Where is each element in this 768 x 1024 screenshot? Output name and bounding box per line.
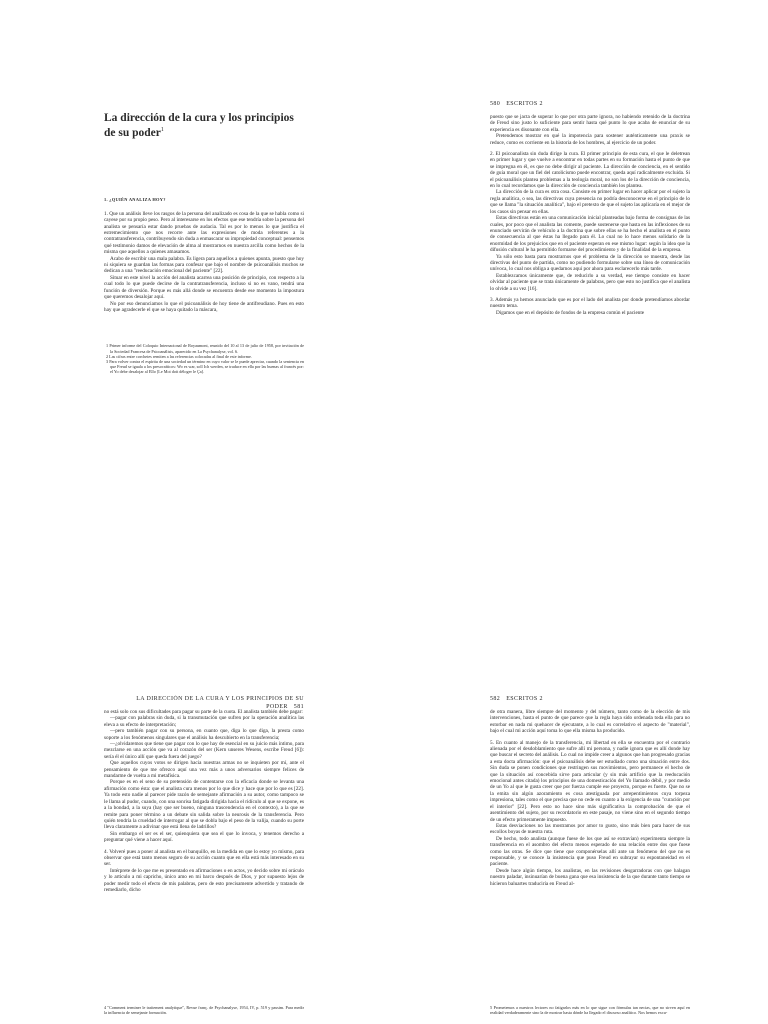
footnote: 2 Las cifras entre corchetes remiten a las referencias colocadas al final de este informe.	[106, 353, 252, 359]
page-number: 581	[293, 704, 304, 710]
page-1-body	[104, 211, 304, 314]
paragraph: 1. Que un análisis lleve los rasgos de la persona del analizado es cosa de la que se habla como si cayese por su propio peso. Pero al interesarse en los efectos que ese tendría sobre la persona del analista se pensaría estar dando pruebas de audacia. Tal es por lo menos lo que justifica el estremecimiento que nos recorre ante las expresiones de moda referentes a la contratransferencia, contribuyendo sin duda a enmascarar su impropiedad conceptual: pensemos qué testimonio damos de elevación de alma al mostrarnos en nuestra arcilla como hechos de la misma que aquellos a quienes amasamos.	[104, 210, 304, 256]
paragraph: Que aquellos cuyos votos se dirigen hacia nuestras armas no se inquieten por mí, ante el pensamiento de que me ofrezco aquí una vez más a unos adversarios siempre felices de mandarme de vuelta a mi metafísica.	[104, 760, 304, 780]
paragraph: Porque es en el seno de su pretensión de contentarse con la eficacia donde se levanta una afirmación como ésta: que el analista cura menos por lo que dice y hace que por lo que es [22]. Ya todo esto nadie al parecer pide razón de semejante afirmación a su autor, como tampoco se le llama al pudor, cuando, con una sonrisa fatigada dirigida hacia el ridículo al que se expone, es a la bondad, a la suya (hay que ser bueno, ninguna trascendencia en el contexto), a la que se remite para poner término a un debate sin salida sobre la neurosis de la transferencia. Pero quién tendría la crueldad de interrogar al que se dobla bajo el peso de la valija, cuando su porte lleva claramente a adivinar que está llena de ladrillos?	[104, 779, 304, 831]
running-header	[490, 100, 690, 114]
paragraph: La dirección de la cura es otra cosa. Consiste en primer lugar en hacer aplicar por el sujeto la regla analítica, o sea, las directivas cuya presencia no podría desconocerse en el principio de lo que se llama "la situación analítica", bajo el pretexto de que el sujeto las aplicaría en el mejor de los casos sin pensar en ellas.	[490, 189, 690, 215]
page-number: 582	[490, 696, 501, 702]
footnote: 4 "Comment terminer le traitement analytique", Revue franç. de Psychanalyse, 1954, IV, p. 519 y passim. Para medir la influencia de semejante formación.	[104, 1004, 304, 1015]
footnote: 1 Primer informe del Coloquio Internacional de Royaumont, reunido del 10 al 13 de julio de 1958, por invitación de la Sociedad Francesa de Psicoanálisis, aparecido en La Psychanalyse, vol. 6.	[106, 343, 304, 354]
title-note-marker: 1	[160, 127, 164, 133]
running-header	[104, 695, 304, 709]
paragraph: Establezcamos únicamente que, de reducirlo a su verdad, ese tiempo consiste en hacer olvidar al paciente que se trata únicamente de palabras, pero que esto no justifica que el analista lo olvide a su vez [16].	[490, 272, 690, 292]
paragraph: Situar en este nivel la acción del analista acarrea una posición de principio, con respecto a la cual todo lo que puede decirse de la contratransferencia, incluso si no es vano, tendrá una función de diversión. Porque es más allá donde se encuentra desde ese momento la impostura que queremos desalojar aquí.	[104, 274, 304, 301]
footnotes	[104, 343, 304, 374]
running-title: ESCRITOS 2	[506, 696, 543, 702]
page-number: 580	[490, 101, 501, 107]
paragraph: —pagar con palabras sin duda, si la transmutación que sufren por la operación analítica las eleva a su efecto de interpretación;	[104, 715, 304, 728]
paragraph: Estas desviaciones no las mostramos por amor to gusto, sino más bien para hacer de sus escollos boyas de nuestra ruta.	[490, 822, 690, 836]
paragraph: No por eso denunciamos lo que el psicoanálisis de hoy tiene de antifreudiano. Pues en esto hay que agradecerle el que se haya quitado la máscara,	[104, 300, 304, 313]
footnotes	[490, 1005, 690, 1015]
paragraph: 3. Además ya hemos anunciado que es por el lado del analista por donde pretendíamos abordar nuestro tema.	[490, 296, 690, 310]
paragraph: Desde hace algún tiempo, los analistas, en las revisiones desgarradoras con que halagan nuestro paladar, insinuarían de buena gana que esa insistencia de la que durante tanto tiempo se hicieron baluartes traduciría en Freud al-	[490, 867, 690, 887]
page-3-body	[104, 709, 304, 893]
paragraph: Digamos que en el depósito de fondos de la empresa común el paciente	[496, 309, 645, 316]
paragraph: puesto que se jacta de superar lo que por otra parte ignora, no habiendo retenido de la doctrina de Freud sino justo lo suficiente para sentir hasta qué punto lo que acaba de enunciar de su experiencia es disonante con ella.	[490, 114, 690, 133]
paragraph: —pero también pagar con su persona, en cuanto que, diga lo que diga, la presta como soporte a los fenómenos singulares que el análisis ha descubierto en la transferencia;	[104, 728, 304, 741]
page-2	[490, 100, 690, 500]
page-3	[104, 695, 304, 1015]
paragraph: Intérprete de lo que me es presentado en afirmaciones o en actos, yo decido sobre mi oráculo y lo articulo a mi capricho, único amo en mi barco después de Dios, y por supuesto lejos de poder medir todo el efecto de mis palabras, pero de esto precisamente advertido y tratando de remediarlo, dicho	[104, 867, 304, 893]
paragraph: 4. Volveré pues a poner al analista en el banquillo, en la medida en que lo estoy yo mismo, para observar que está tanto menos seguro de su acción cuanto que en ella está más interesado en su ser.	[104, 848, 304, 868]
footnotes	[104, 1005, 304, 1015]
page-4-body	[490, 709, 690, 887]
paragraph: Ya sólo esto basta para mostrarnos que el problema de la dirección se muestra, desde las directivas del punto de partida, como no pudiendo formularse sobre una línea de comunicación unívoca, lo cual nos obliga a quedarnos aquí por ahora para esclarecerlo más tarde.	[490, 253, 690, 273]
paragraph: Acabo de escribir una mala palabra. Es ligera para aquellos a quienes apunta, puesto que hoy ni siquiera se guardan las formas para confesar que bajo el nombre de psicoanálisis muchos se dedican a una "reeducación emocional del paciente" [22].	[104, 255, 304, 275]
paragraph: De hecho, todo analista (aunque fuese de los que así se extravían) experimenta siempre la transferencia en el asombro del efecto menos esperado de una relación entre dos que fuese como las otras. Se dice que tiene que componérselas allí ante un fenómeno del que no es responsable, y se conoce la insistencia que puso Freud en subrayar su espontaneidad en el paciente.	[490, 835, 690, 868]
page-4	[490, 695, 690, 1015]
paragraph: 5. En cuanto al manejo de la transferencia, mi libertad en ella se encuentra por el contrario alienada por el desdoblamiento que sufre allí mi persona, y nadie ignora que es allí donde hay que buscar el secreto del análisis. Lo cual no impide creer a algunos que han progresado gracias a esta docta afirmación: que el psicoanálisis debe ser estudiado como una situación entre dos. Sin duda se ponen condiciones que restringen sus movimientos, pero permanece el hecho de que la situación así concebida sirve para articular (y sin más artificio que la reeducación emocional antes citada) los principios de una domesticación del Yo llamado débil, y por medio de un Yo al que le gusta creer que por fuerza cumple ese proyecto, porque es fuerte. Que no se la emita sin algún azoramiento es cosa atestiguada por arrepentimientos cuya torpeza impresiona, tales como el que precisa que no cede en cuanto a la exigencia de una "curación por el interior" [22]. Pero esto no hace sino más significativa la comprobación de que el asentimiento del sujeto, por su recordatorio en este pasaje, no viene sino en el segundo tiempo de un efecto primeramente impuesto.	[490, 739, 690, 823]
page-2-body	[490, 114, 690, 316]
paragraph: —¿olvidaremos que tiene que pagar con lo que hay de esencial en su juicio más íntimo, para mezclarse en una acción que va al corazón del ser (Kern unseres Wesens, escribe Freud [6]): sería él el único allí que queda fuera del juego?	[104, 741, 304, 760]
paragraph: de otra manera, libre siempre del momento y del número, tanto como de la elección de mis intervenciones, hasta el punto de que parece que la regla haya sido ordenada toda ella para no estorbar en nada mi quehacer de ejecutante, a lo cual es correlativo el aspecto de "material", bajo el cual mi acción aquí toma lo que ella misma ha producido.	[490, 709, 690, 735]
paragraph: no está solo con sus dificultades para pagar su parte de la cuota. El analista también debe pagar:	[104, 709, 303, 715]
running-title: ESCRITOS 2	[506, 101, 543, 107]
paragraph: Estas directivas están en una comunicación inicial planteadas bajo forma de consignas de las cuales, por poco que el analista las comente, puede sostenerse que hasta en las inflexiones de su enunciado servirán de vehículo a la doctrina que sobre ellas se ha hecho el analista en el punto de consecuencia al que éstas ha llegado para él. Lo cual no lo hace menos solidario de la enormidad de los prejuicios que en el paciente esperan en ese mismo lugar: según la idea que la difusión cultural le ha permitido formarse del procedimiento y de la finalidad de la empresa.	[490, 215, 690, 254]
section-heading: 1. ¿QUIÉN ANALIZA HOY?	[104, 196, 166, 202]
paragraph: Sin embargo el ser es el ser, quienquiera que sea el que lo invoca, y tenemos derecho a preguntar qué viene a hacer aquí.	[104, 830, 304, 844]
footnote: 3 Para volver contra el espíritu de una sociedad un término en cuyo valor se le puede apreciar, cuando la sentencia en que Freud se iguala a los presocráticos: Wo es war, soll Ich werden, se traduce en ella por las buenas al francés por: el Yo debe desalojar al Ello [Le Moi doit déloger le Ça].	[106, 358, 304, 375]
chapter-title-text: La dirección de la cura y los principios de su poder	[104, 112, 294, 139]
running-header	[490, 695, 690, 709]
footnote: 5 Prometemos a nuestros lectores no fatigarlos más en lo que sigue con fórmulas tan necias, que no sirven aquí en realidad verdaderamente sino la de mostrar hasta dónde ha llegado el discurso analítico. Nos hemos excu-	[490, 1004, 690, 1015]
paragraph: Pretendemos mostrar en qué la impotencia para sostener auténticamente una praxis se reduce, como es corriente en la historia de los hombres, al ejercicio de un poder.	[490, 133, 690, 146]
paragraph: 2. El psicoanalista sin duda dirige la cura. El primer principio de esta cura, el que le deletrean en primer lugar y que vuelve a encontrar en todas partes en su formación hasta el punto de que se impregna en él, es que no debe dirigir al paciente. La dirección de conciencia, en el sentido de guía moral que un fiel del catolicismo puede encontrar, queda aquí radicalmente excluida. Si el psicoanálisis plantea problemas a la teología moral, no son los de la dirección de conciencia, en lo cual recordamos que la dirección de conciencia también los plantea.	[490, 151, 690, 190]
chapter-title	[104, 112, 304, 139]
page-1	[104, 100, 304, 500]
running-title: LA DIRECCIÓN DE LA CURA Y LOS PRINCIPIOS DE SU PODER	[136, 696, 304, 710]
